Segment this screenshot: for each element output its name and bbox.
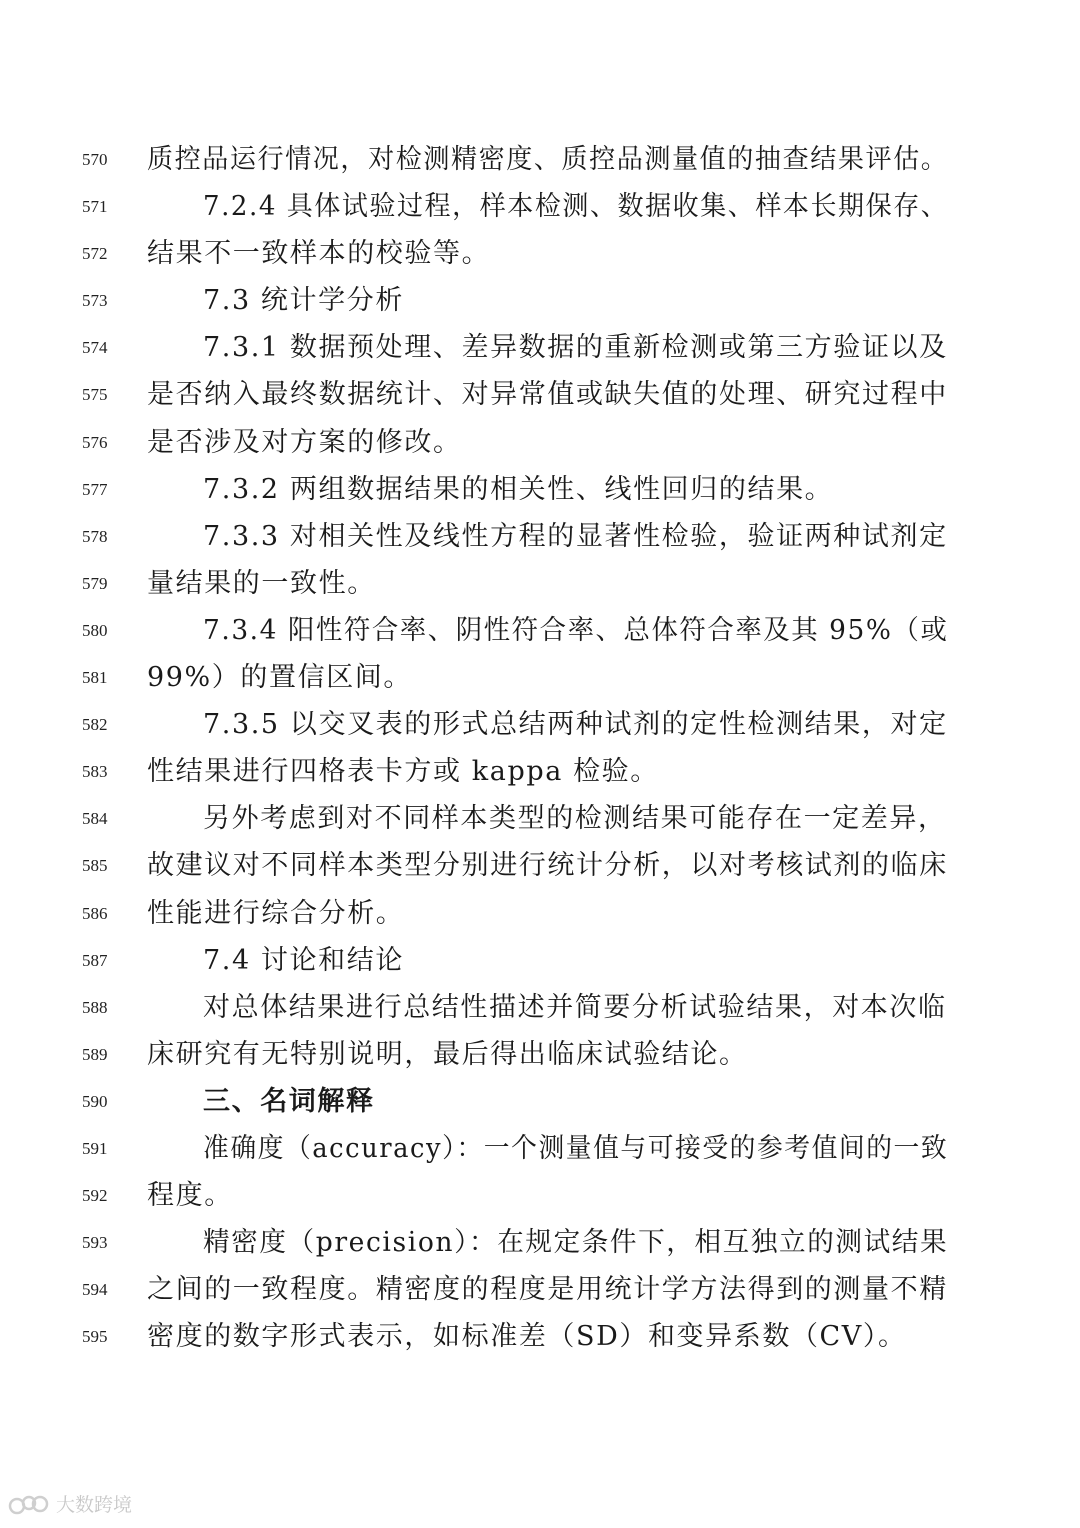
- line-number: 570: [82, 150, 108, 169]
- document-line: [0, 417, 1080, 464]
- line-number: 577: [82, 479, 108, 499]
- line-text: 7.3.4 阳性符合率、阴性符合率、总体符合率及其 95%（或: [203, 614, 949, 646]
- document-line: [0, 322, 1080, 369]
- line-text: 另外考虑到对不同样本类型的检测结果可能存在一定差异，: [203, 803, 947, 835]
- document-line: [0, 840, 1080, 887]
- line-number: 582: [82, 715, 108, 735]
- line-number: 585: [82, 856, 108, 876]
- line-text: 7.2.4 具体试验过程，样本检测、数据收集、样本长期保存、: [203, 191, 949, 223]
- line-text: 7.3.5 以交叉表的形式总结两种试剂的定性检测结果，对定: [203, 709, 948, 741]
- line-text: 7.3.1 数据预处理、差异数据的重新检测或第三方验证以及: [203, 332, 948, 364]
- line-number: 595: [82, 1327, 108, 1347]
- line-number: 586: [82, 903, 108, 923]
- line-number: 573: [82, 291, 108, 311]
- watermark-text: 大数跨境: [56, 1494, 133, 1516]
- line-text: 之间的一致程度。精密度的程度是用统计学方法得到的测量不精: [147, 1274, 948, 1306]
- line-text: 对总体结果进行总结性描述并简要分析试验结果，对本次临: [203, 991, 947, 1023]
- line-number: 575: [82, 385, 108, 405]
- line-text: 是否涉及对方案的修改。: [147, 426, 462, 458]
- line-text: 7.3 统计学分析: [203, 285, 404, 317]
- line-text: 性结果进行四格表卡方或 kappa 检验。: [147, 756, 659, 788]
- line-text: 精密度（precision）：在规定条件下，相互独立的测试结果: [203, 1227, 949, 1259]
- line-number: 572: [82, 244, 108, 264]
- line-text: 故建议对不同样本类型分别进行统计分析，以对考核试剂的临床: [147, 850, 948, 882]
- document-line: [0, 369, 1080, 416]
- document-line: [0, 746, 1080, 793]
- document-line: [0, 1264, 1080, 1311]
- line-number: 589: [82, 1044, 108, 1064]
- line-number: 571: [82, 197, 108, 217]
- line-number: 592: [82, 1186, 108, 1206]
- line-number: 591: [82, 1138, 108, 1158]
- line-text: 7.3.2 两组数据结果的相关性、线性回归的结果。: [203, 473, 834, 505]
- document-line: [0, 699, 1080, 746]
- line-text: 结果不一致样本的校验等。: [147, 238, 491, 270]
- line-text: 是否纳入最终数据统计、对异常值或缺失值的处理、研究过程中: [147, 379, 948, 411]
- document-line: [0, 1170, 1080, 1217]
- document-line: [0, 464, 1080, 511]
- line-number: 578: [82, 526, 108, 546]
- document-line: [0, 793, 1080, 840]
- line-text: 性能进行综合分析。: [147, 897, 405, 929]
- line-number: 580: [82, 620, 108, 640]
- line-text: 准确度（accuracy）：一个测量值与可接受的参考值间的一致: [203, 1132, 949, 1164]
- line-text: 7.4 讨论和结论: [203, 944, 404, 976]
- line-number: 583: [82, 762, 108, 782]
- document-line: [0, 1217, 1080, 1264]
- document-line: [0, 1123, 1080, 1170]
- line-number: 590: [82, 1091, 108, 1111]
- document-body: [0, 134, 1080, 1358]
- document-line: [0, 605, 1080, 652]
- document-line: [0, 228, 1080, 275]
- line-text: 7.3.3 对相关性及线性方程的显著性检验，验证两种试剂定: [203, 520, 948, 552]
- line-number: 584: [82, 809, 108, 829]
- line-text: 床研究有无特别说明，最后得出临床试验结论。: [147, 1038, 748, 1070]
- document-line: [0, 935, 1080, 982]
- section-heading: 三、名词解释: [203, 1085, 375, 1117]
- document-line: [0, 888, 1080, 935]
- document-line: [0, 1076, 1080, 1123]
- line-number: 594: [82, 1280, 108, 1300]
- line-text: 量结果的一致性。: [147, 567, 376, 599]
- watermark-logo-icon: [8, 1491, 52, 1517]
- document-line: [0, 181, 1080, 228]
- document-line: [0, 558, 1080, 605]
- document-line: [0, 134, 1080, 181]
- line-number: 588: [82, 997, 108, 1017]
- document-line: [0, 1029, 1080, 1076]
- line-number: 574: [82, 338, 108, 358]
- document-line: [0, 652, 1080, 699]
- document-line: [0, 511, 1080, 558]
- line-number: 581: [82, 668, 108, 688]
- line-text: 质控品运行情况，对检测精密度、质控品测量值的抽查结果评估。: [147, 144, 949, 175]
- line-number: 593: [82, 1233, 108, 1253]
- line-number: 579: [82, 573, 108, 593]
- line-text: 密度的数字形式表示，如标准差（SD）和变异系数（CV）。: [147, 1321, 907, 1353]
- line-number: 587: [82, 950, 108, 970]
- document-line: [0, 982, 1080, 1029]
- watermark: [8, 1490, 132, 1517]
- document-line: [0, 275, 1080, 322]
- line-number: 576: [82, 432, 108, 452]
- line-text: 程度。: [147, 1180, 233, 1212]
- line-text: 99%）的置信区间。: [147, 662, 413, 694]
- document-line: [0, 1311, 1080, 1358]
